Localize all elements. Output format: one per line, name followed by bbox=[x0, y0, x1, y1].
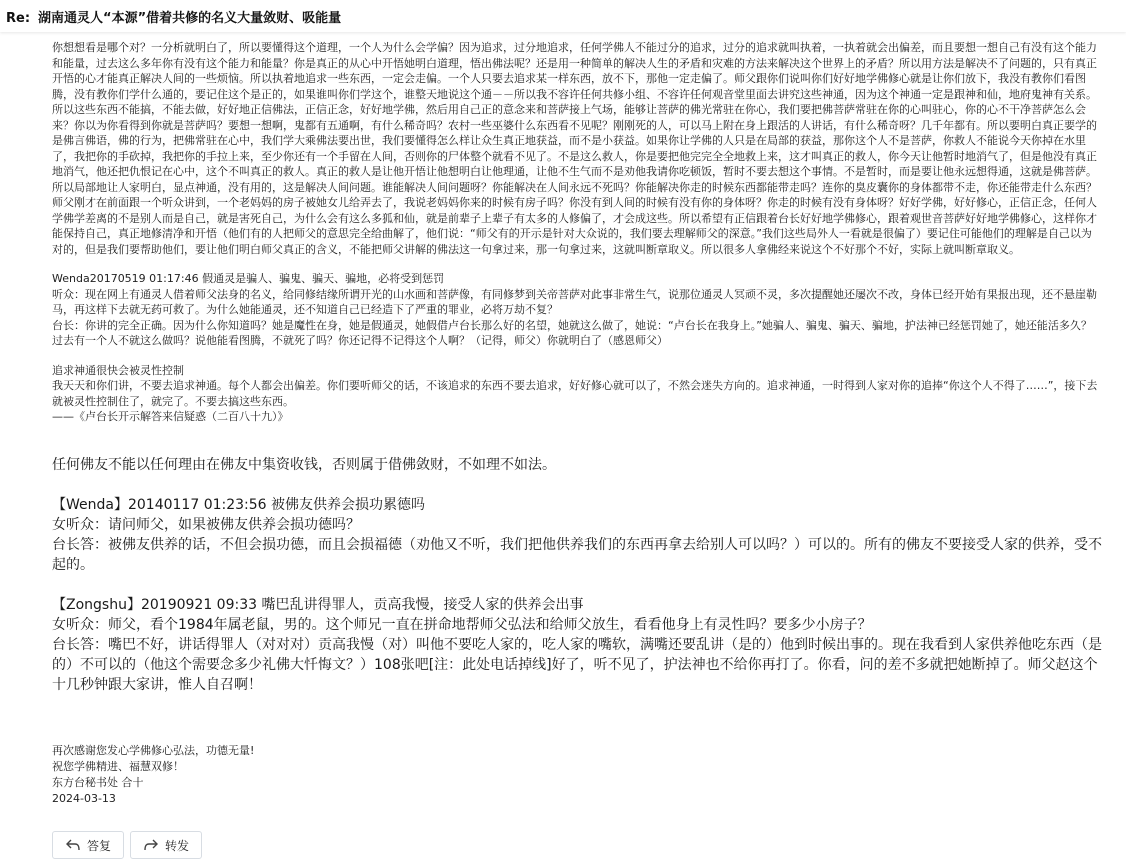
qa1-meta: 20140117 01:23:56 被佛友供养会损功累德吗 bbox=[127, 496, 426, 513]
qa1-tag: 【Wenda】 bbox=[52, 496, 128, 513]
quoted-section-1 bbox=[52, 40, 1102, 257]
rule-text: 任何佛友不能以任何理由在佛友中集资收钱，否则属于借佛敛财，不如理不如法。 bbox=[52, 456, 556, 473]
message-body bbox=[52, 40, 1102, 807]
reply-label: 答复 bbox=[87, 838, 112, 853]
section2-question: 听众：现在网上有通灵人借着师父法身的名义，给同修结缘所谓开光的山水画和菩萨像，有同修梦到关帝菩萨对此事非常生气，说那位通灵人冥顽不灵，多次提醒她还屡次不改，身体已经开始有果报出现，还不悬崖勒马，再这样下去就无药可救了。为什么她能通灵，还不知道自己已经造下了严重的罪业，必将万劫不复？ bbox=[52, 287, 1097, 316]
signature-date: 2024-03-13 bbox=[52, 791, 116, 805]
reply-arrow-icon bbox=[65, 838, 81, 852]
quoted-section-2 bbox=[52, 271, 1102, 349]
section3-source: ——《卢台长开示解答来信疑惑（二百八十九）》 bbox=[52, 410, 289, 423]
qa2-meta: 20190921 09:33 嘴巴乱讲得罪人，贡高我慢，接受人家的供养会出事 bbox=[140, 596, 584, 613]
qa2-answer: 台长答：嘴巴不好，讲话得罪人（对对对）贡高我慢（对）叫他不要吃人家的，吃人家的嘴软，满嘴还要乱讲（是的）他到时候出事的。现在我看到人家供养他吃东西（是的）不可以的（他这个需要念多少礼佛大忏悔文？）108张吧[注：此处电话掉线]好了，听不见了，护法神也不给你再打了。你看，问的差不多就把她断掉了。师父赵这个十几秒钟跟大家讲，惟人自召啊！ bbox=[52, 636, 1102, 693]
subject-text: 湖南通灵人“本源”借着共修的名义大量敛财、吸能量 bbox=[38, 11, 342, 26]
qa1-header bbox=[52, 495, 1102, 515]
qa-block-2 bbox=[52, 595, 1102, 695]
message-header bbox=[0, 0, 1126, 32]
section3-body: 我天天和你们讲，不要去追求神通。每个人都会出偏差。你们要听师父的话，不该追求的东西不要去追求，好好修心就可以了，不然会迷失方向的。追求神通，一时得到人家对你的追捧“你这个人不得了……”，接下去就被灵性控制住了，就完了。不要去搞这些东西。 bbox=[52, 379, 1098, 408]
section2-meta: Wenda20170519 01:17:46 假通灵是骗人、骗鬼、骗天、骗地，必将受到惩罚 bbox=[52, 272, 445, 285]
forward-arrow-icon bbox=[143, 838, 159, 852]
message-actions bbox=[52, 831, 202, 859]
subject-prefix: Re: bbox=[6, 11, 31, 26]
message-subject bbox=[6, 7, 341, 26]
rule-statement bbox=[52, 455, 1102, 475]
section3-title: 追求神通很快会被灵性控制 bbox=[52, 363, 184, 377]
signature-block bbox=[52, 743, 1102, 807]
reply-button[interactable] bbox=[52, 831, 124, 859]
section2-answer: 台长：你讲的完全正确。因为什么你知道吗？她是魔性在身，她是假通灵，她假借卢台长那么好的名望，她就这么做了，她说：“卢台长在我身上。”她骗人、骗鬼、骗天、骗地，护法神已经惩罚她了，她还能活多久？过去有一个人不就这么做吗？说他能看图腾，不就死了吗？你还记得不记得这个人啊？（记得，师父）你就明白了（感恩师父） bbox=[52, 318, 1092, 347]
quoted-section-3 bbox=[52, 363, 1102, 425]
qa2-header bbox=[52, 595, 1102, 615]
signature-line-3: 东方台秘书处 合十 bbox=[52, 775, 144, 789]
qa-block-1 bbox=[52, 495, 1102, 575]
qa2-tag: 【Zongshu】 bbox=[52, 596, 141, 613]
forward-label: 转发 bbox=[165, 838, 190, 853]
quoted-paragraph: 你想想看是哪个对？一分析就明白了，所以要懂得这个道理，一个人为什么会学偏？因为追求，过分地追求，任何学佛人不能过分的追求，过分的追求就叫执着，一执着就会出偏差，而且要想一想自己有没有这个能力和能量，过去这么多年你有没有这个能力和能量？你是真正的从心中开悟她明白道理，悟出佛法呢？还是用一种简单的解决人生的矛盾和灾难的方法来解决这个世界上的矛盾？所以用方法是解决不了问题的，只有真正开悟的心才能真正解决人间的一些烦恼。所以执着地追求一些东西，一定会走偏。一个人只要去追求某一样东西，放不下，那他一定走偏了。师父跟你们说叫你们好好地学佛修心就是让你们放下，我没有教你们看图腾，没有教你们学什么通的，要记住这个是正的，如果谁叫你们学这个，谁整天地说这个通－－所以我不容许任何共修小组、不容许任何观音堂里面去讲究这些神通，因为这个神通一定是跟神和仙，地府鬼神有关系。所以这些东西不能搞，不能去做，好好地正信佛法，正信正念，好好地学佛，然后用自己正的意念来和菩萨接上气场，能够让菩萨的佛光常驻在你心，我们要把佛菩萨常驻在你的心叫驻心，你的心不干净菩萨怎么会来？你以为你看得到你就是菩萨吗？要想一想啊，鬼都有五通啊，有什么稀奇吗？农村一些巫婆什么东西看不见呢？刚刚死的人，可以马上附在身上跟活的人讲话，有什么稀奇呀？几千年都有。所以要明白真正要学的是佛言佛语，佛的行为，把佛常驻在心中，我们学大乘佛法要出世，我们要懂得怎么样让众生真正地获益，而不是小获益。如果你让学佛的人只是在局部的获益，那你这个人不是菩萨，你救人不能说今天你掉在水里了，我把你的手砍掉，我把你的手拉上来，至少你还有一个手留在人间，否则你的尸体整个就看不见了。不是这么救人，你是要把他完完全全地救上来，这才叫真正的救人，你今天让他暂时地消气了，但是他没有真正地消气，他还把仇恨记在心中，这个不叫真正的救人。真正的救人是让他开悟让他想明白让他理通，让他不生气而不是劝他我请你吃顿饭，暂时不要去想这个事情。不是暂时，而是要让他永远想得通，这就是佛菩萨。所以局部地让人家明白，显点神通，没有用的，这是解决人间问题。谁能解决人间问题呀？你能解决在人间永远不死吗？你能解决你走的时候东西都能带走吗？连你的臭皮囊你的身体都带不走，你还能带走什么东西？师父刚才在前面跟一个听众讲到，一个老妈妈的房子被她女儿给弄去了，我说老妈妈你来的时候有房子吗？你没有到人间的时候有没有你的身体呀？你走的时候有没有身体呀？好好学佛，好好修心，正信正念，任何人学佛学差离的不是别人而是自己，就是害死自己，为什么会有这么多狐和仙，就是前辈子上辈子有太多的人修偏了，才会成这些。所以希望有正信跟着台长好好地学佛修心，跟着观世音菩萨好好地学佛修心，这样你才能保持自己，真正地修清净和开悟（他们有的人把师父的意思完全给曲解了，他们说：“师父有的开示是针对大众说的，我们要去理解师父的深意。”我们这些局外人一看就是很偏了）要记住可能他们的理解是自己以为对的，但是我们要帮助他们，要让他们明白师父真正的含义，不能把师父讲解的佛法这一句拿过来，那一句拿过来，这就叫断章取义。所以很多人拿佛经来说这个不好那个不好，实际上就叫断章取义。 bbox=[52, 41, 1097, 256]
qa1-question: 女听众：请问师父，如果被佛友供养会损功德吗？ bbox=[52, 516, 360, 533]
signature-line-1: 再次感谢您发心学佛修心弘法，功德无量! bbox=[52, 743, 255, 757]
signature-line-2: 祝您学佛精进、福慧双修！ bbox=[52, 759, 184, 773]
qa2-question: 女听众：师父，看个1984年属老鼠，男的。这个师兄一直在拼命地帮师父弘法和给师父放生，看看他身上有灵性吗？要多少小房子？ bbox=[52, 616, 872, 633]
forward-button[interactable] bbox=[130, 831, 202, 859]
qa1-answer: 台长答：被佛友供养的话，不但会损功德，而且会损福德（劝他又不听，我们把他供养我们的东西再拿去给别人可以吗？）可以的。所有的佛友不要接受人家的供养，受不起的。 bbox=[52, 536, 1102, 573]
